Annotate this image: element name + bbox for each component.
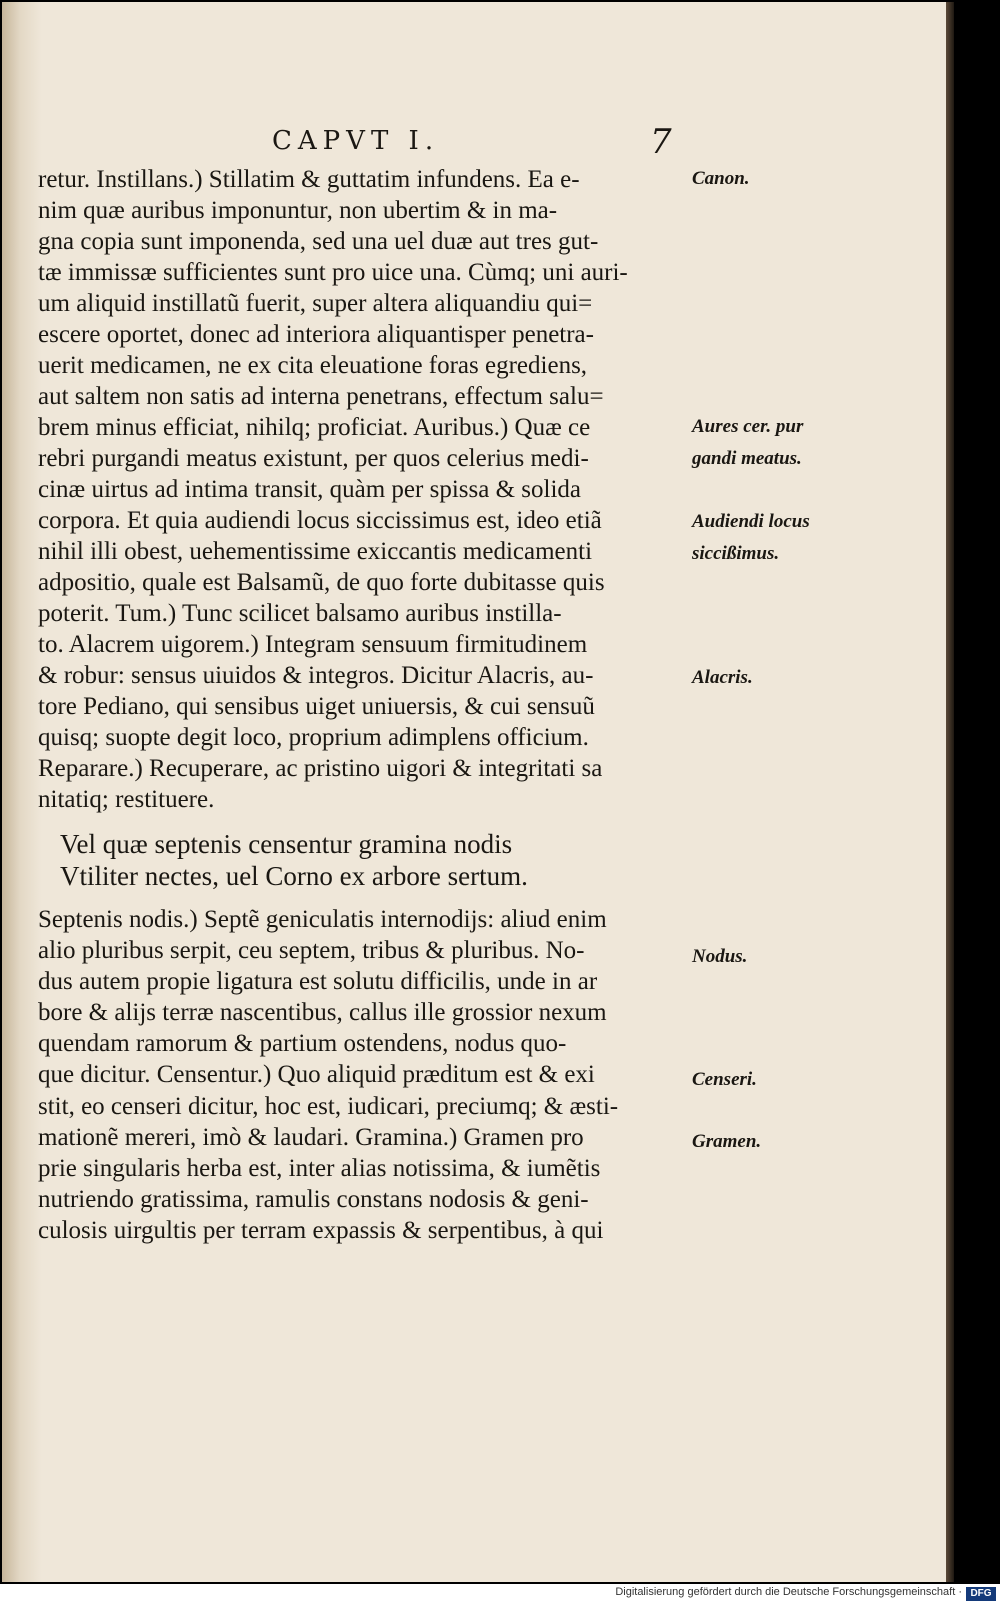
- running-head: CAPVT I.: [272, 126, 440, 156]
- text-line: rebri purgandi meatus existunt, per quos celerius medi-: [38, 445, 589, 472]
- text-line: Reparare.) Recuperare, ac pristino uigori & integritati sa: [38, 755, 603, 782]
- text-line: bore & alijs terræ nascentibus, callus ille grossior nexum: [38, 999, 607, 1027]
- page-header: [2, 122, 946, 166]
- verse-line: Vtiliter nectes, uel Corno ex arbore sertum.: [60, 861, 528, 891]
- verse-quotation: [60, 828, 702, 892]
- text-line: culosis uirgultis per terram expassis & serpentibus, à qui: [38, 1216, 604, 1244]
- marginal-note: siccißimus.: [692, 543, 780, 564]
- digitization-footer: [0, 1584, 1000, 1604]
- text-line: dus autem propie ligatura est solutu difficilis, unde in ar: [38, 968, 598, 996]
- text-line: nim quæ auribus imponuntur, non ubertim & in ma-: [38, 197, 558, 224]
- marginal-note: Canon.: [692, 168, 750, 189]
- book-page: [2, 2, 946, 1582]
- commentary-paragraph-1: [38, 164, 680, 815]
- text-line: prie singularis herba est, inter alias notissima, & iumẽtis: [38, 1154, 601, 1182]
- marginal-note: Aures cer. pur: [692, 416, 804, 437]
- marginal-note: Gramen.: [692, 1131, 762, 1152]
- text-line: retur. Instillans.) Stillatim & guttatim infundens. Ea e-: [38, 166, 580, 193]
- marginal-note: Censeri.: [692, 1069, 757, 1090]
- text-line: nutriendo gratissima, ramulis constans nodosis & geni-: [38, 1185, 589, 1213]
- text-line: adpositio, quale est Balsamũ, de quo forte dubitasse quis: [38, 569, 605, 596]
- page-number: 7: [650, 122, 672, 162]
- text-line: tore Pediano, qui sensibus uiget uniuersis, & cui sensuũ: [38, 693, 595, 720]
- commentary-paragraph-2: [38, 904, 680, 1246]
- text-line: nitatiq; restituere.: [38, 786, 215, 813]
- text-line: nihil illi obest, uehementissime exiccantis medicamenti: [38, 538, 593, 565]
- text-line: to. Alacrem uigorem.) Integram sensuum firmitudinem: [38, 631, 588, 658]
- text-line: corpora. Et quia audiendi locus siccissimus est, ideo etiã: [38, 507, 602, 534]
- text-line: que dicitur. Censentur.) Quo aliquid præditum est & exi: [38, 1061, 595, 1089]
- marginal-note: Alacris.: [692, 667, 753, 688]
- text-line: aut saltem non satis ad interna penetrans, effectum salu=: [38, 383, 604, 410]
- text-line: Septenis nodis.) Septẽ geniculatis internodijs: aliud enim: [38, 906, 607, 933]
- text-line: alio pluribus serpit, ceu septem, tribus & pluribus. No-: [38, 937, 585, 965]
- text-line: brem minus efficiat, nihilq; proficiat. Auribus.) Quæ ce: [38, 414, 591, 441]
- marginal-note: gandi meatus.: [692, 448, 802, 469]
- dfg-logo: DFG: [966, 1587, 996, 1601]
- text-line: stit, eo censeri dicitur, hoc est, iudicari, preciumq; & æsti-: [38, 1092, 619, 1120]
- marginal-note: Audiendi locus: [692, 511, 810, 532]
- text-line: gna copia sunt imponenda, sed una uel duæ aut tres gut-: [38, 228, 599, 255]
- text-line: & robur: sensus uiuidos & integros. Dicitur Alacris, au-: [38, 662, 594, 689]
- verse-line: Vel quæ septenis censentur gramina nodis: [60, 829, 513, 859]
- text-line: uerit medicamen, ne ex cita eleuatione foras egrediens,: [38, 352, 588, 379]
- text-line: tæ immissæ sufficientes sunt pro uice una. Cùmq; uni auri-: [38, 259, 628, 286]
- page-edge: [946, 2, 954, 1582]
- text-line: escere oportet, donec ad interiora aliquantisper penetra-: [38, 321, 594, 348]
- marginal-note: Nodus.: [692, 946, 748, 967]
- text-line: poterit. Tum.) Tunc scilicet balsamo auribus instilla-: [38, 600, 562, 627]
- text-line: mationẽ mereri, imò & laudari. Gramina.) Gramen pro: [38, 1123, 584, 1151]
- text-line: cinæ uirtus ad intima transit, quàm per spissa & solida: [38, 476, 581, 503]
- footer-credit: Digitalisierung gefördert durch die Deutsche Forschungsgemeinschaft ·: [615, 1586, 962, 1598]
- text-line: um aliquid instillatũ fuerit, super altera aliquandiu qui=: [38, 290, 593, 317]
- text-line: quisq; suopte degit loco, proprium adimplens officium.: [38, 724, 589, 751]
- text-line: quendam ramorum & partium ostendens, nodus quo-: [38, 1030, 567, 1058]
